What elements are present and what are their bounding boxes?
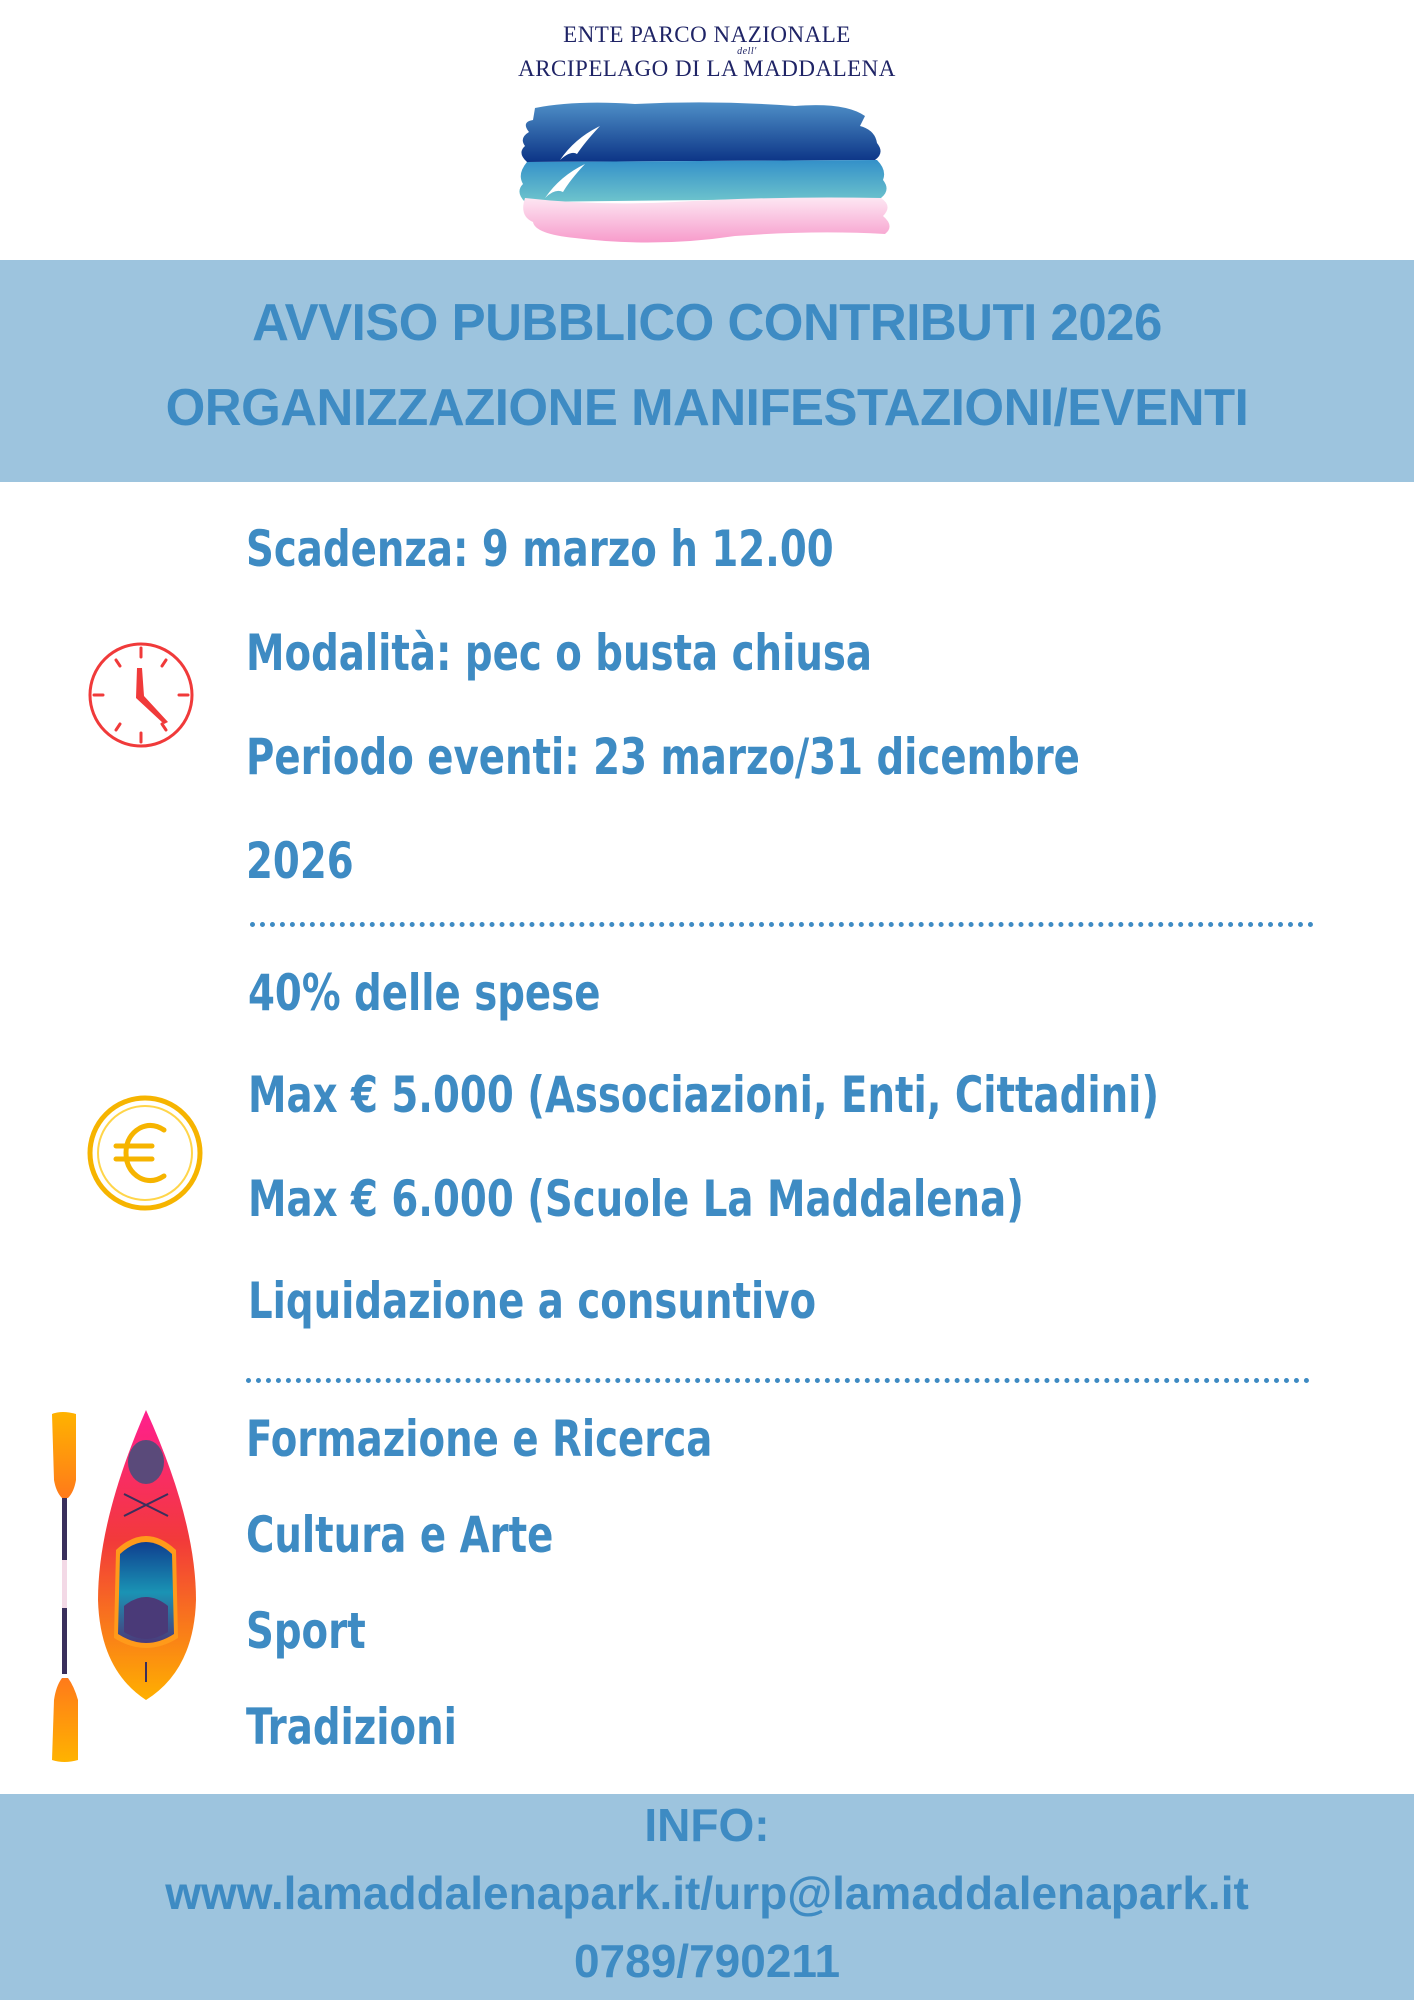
mode-line: Modalità: pec o busta chiusa: [246, 624, 872, 682]
kayak-paddle-icon: [46, 1410, 206, 1766]
euro-coin-icon: [86, 1094, 204, 1212]
page-title: AVVISO PUBBLICO CONTRIBUTI 2026: [252, 294, 1162, 352]
section-divider: [246, 1378, 1310, 1383]
category-item-research: Formazione e Ricerca: [246, 1410, 713, 1468]
deadline-line: Scadenza: 9 marzo h 12.00: [246, 520, 834, 578]
settlement-line: Liquidazione a consuntivo: [248, 1272, 817, 1330]
percentage-line: 40% delle spese: [248, 964, 601, 1022]
footer-phone[interactable]: 0789/790211: [573, 1935, 841, 1987]
max-schools-line: Max € 6.000 (Scuole La Maddalena): [248, 1170, 1024, 1228]
category-item-culture: Cultura e Arte: [246, 1506, 554, 1564]
category-item-traditions: Tradizioni: [246, 1698, 457, 1756]
logo-connector: dell': [737, 46, 757, 57]
clock-icon: [86, 640, 196, 750]
period-line: Periodo eventi: 23 marzo/31 dicembre: [246, 728, 1080, 786]
category-item-sport: Sport: [246, 1602, 366, 1660]
footer-info-label: INFO:: [644, 1799, 770, 1851]
max-associations-line: Max € 5.000 (Associazioni, Enti, Cittadini): [248, 1066, 1160, 1124]
page-subtitle: ORGANIZZAZIONE MANIFESTAZIONI/EVENTI: [165, 379, 1249, 437]
logo-title-line2: ARCIPELAGO DI LA MADDALENA: [518, 56, 896, 81]
park-logo-icon: [515, 98, 900, 250]
period-year-line: 2026: [246, 832, 354, 890]
logo-title-line1: ENTE PARCO NAZIONALE: [563, 22, 851, 47]
footer-contact-links[interactable]: www.lamaddalenapark.it/urp@lamaddalenapark.it: [165, 1867, 1249, 1919]
section-divider: [250, 922, 1314, 927]
